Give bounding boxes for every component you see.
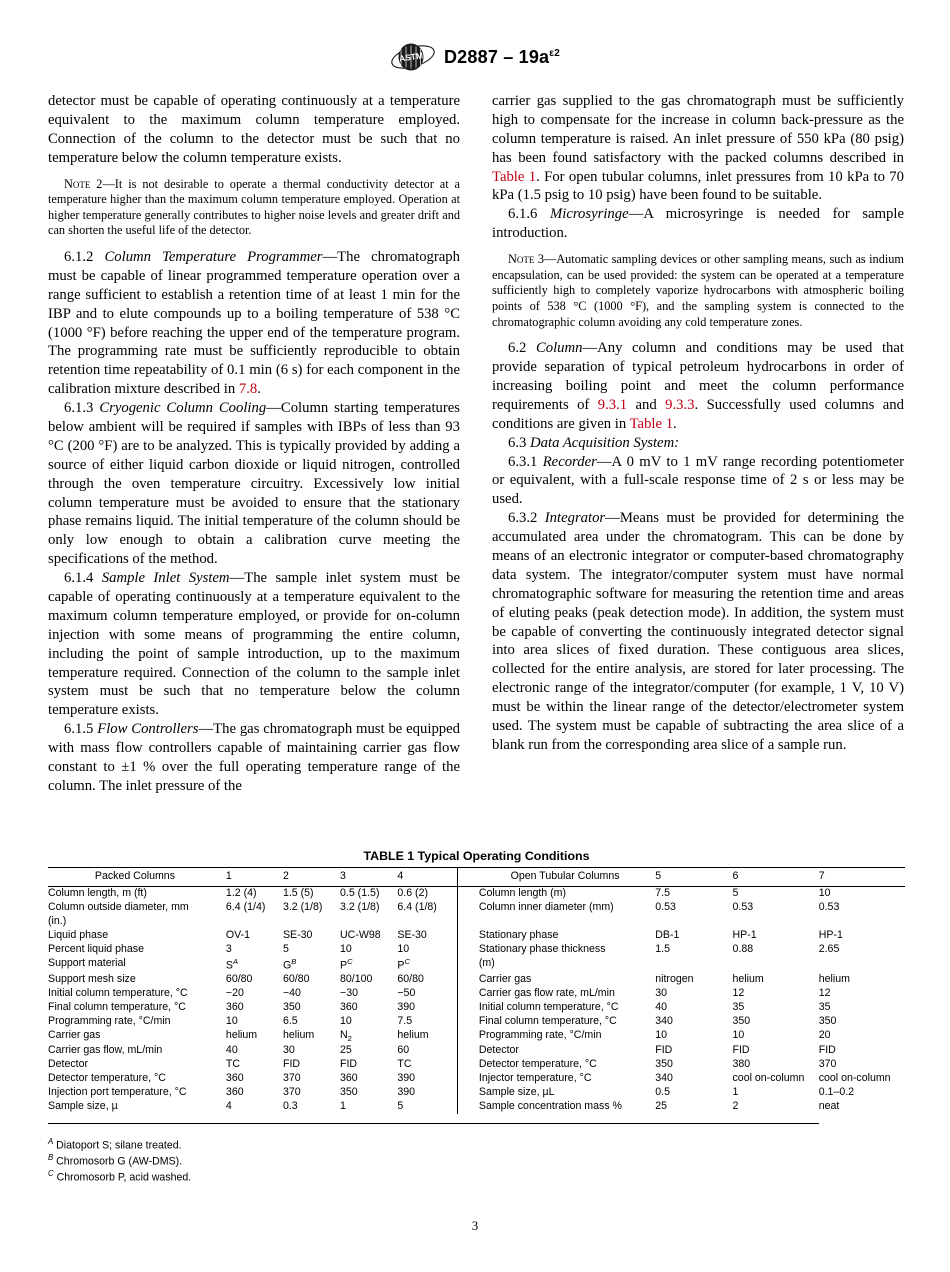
packed-cell: 25	[340, 1044, 352, 1057]
packed-cell: −50	[397, 987, 416, 1000]
open-cell: helium	[818, 973, 850, 986]
open-row-label: Programming rate, °C/min	[478, 1029, 602, 1042]
open-cell: nitrogen	[655, 973, 694, 986]
open-column-number-5: 5	[655, 868, 732, 887]
open-column-number-6: 6	[733, 868, 819, 887]
open-cell: FID	[732, 1044, 750, 1057]
packed-cell: SE-30	[282, 928, 313, 941]
packed-cell: FID	[282, 1058, 301, 1071]
packed-cell: 360	[225, 1086, 244, 1099]
open-row-label: Initial column temperature, °C	[478, 1001, 619, 1014]
table-row	[48, 1058, 905, 1072]
packed-row-label: Column outside diameter, mm	[48, 900, 189, 913]
section-6-3-title: Data Acquisition System:	[530, 434, 680, 451]
table-row	[48, 929, 905, 943]
section-6-2-number: 6.2	[508, 340, 527, 357]
open-cell: 0.53	[655, 900, 676, 913]
astm-logo-icon	[390, 42, 436, 72]
open-row-label: Carrier gas flow rate, mL/min	[478, 987, 615, 1000]
open-cell	[655, 957, 732, 974]
section-6-1-6	[492, 205, 904, 243]
packed-cell: $P^C$	[340, 956, 353, 972]
table-bottom-rule-cell	[458, 1114, 468, 1124]
table-1-footnotes	[48, 1137, 548, 1184]
table-row	[48, 1044, 905, 1058]
table-center-divider	[458, 1029, 468, 1044]
svg-text:ASTM: ASTM	[398, 50, 424, 64]
open-cell: neat	[818, 1100, 840, 1113]
packed-row-label: (in.)	[48, 914, 67, 927]
packed-columns-header: Packed Columns	[48, 868, 226, 887]
packed-cell: $N_2$	[340, 1029, 352, 1044]
packed-row-label: Carrier gas	[48, 1029, 101, 1042]
open-cell: 40	[655, 1001, 668, 1014]
open-cell: 0.5	[655, 1086, 670, 1099]
packed-cell	[340, 915, 397, 929]
section-6-3-1-text: —A 0 mV to 1 mV range recording potentiometer or equivalent, with a full-scale response time of 2 s or less may be used.	[492, 453, 904, 508]
table-bottom-rule-cell	[340, 1114, 397, 1124]
open-cell	[819, 957, 905, 974]
open-cell: 35	[818, 1001, 831, 1014]
packed-cell: 60/80	[282, 973, 310, 986]
open-row-label: Final column temperature, °C	[478, 1015, 617, 1028]
packed-cell: 10	[340, 1015, 352, 1028]
document-designation	[444, 47, 560, 68]
section-6-1-3-text: —Column starting temperatures below ambient will be required if samples with IBPs of less than 93 °C (200 °F) are to be analyzed. This is typically provided by adding a source of either liquid carbon dioxide or liquid nitrogen, controlled through the oven temperature circuitry. Excessively low initial column temperature must be avoided to ensure that the stationary phase remains liquid. The initial temperature of the column should be only low enough to obtain a calibration curve meeting the specifications of the method.	[48, 400, 461, 568]
packed-cell: 5	[397, 1100, 404, 1113]
packed-cell: 1.5 (5)	[282, 886, 314, 899]
page-number: 3	[471, 1218, 479, 1233]
open-cell: 2.65	[818, 942, 840, 955]
table-center-divider	[458, 973, 468, 987]
table-center-divider	[458, 943, 468, 957]
section-6-1-2-text-b: .	[257, 381, 261, 398]
section-6-3-2	[492, 509, 904, 755]
section-6-2-text-c: . Successfully used columns and conditions are given in	[492, 396, 904, 432]
packed-cell: $S^A$	[225, 956, 239, 972]
section-6-1-6-number: 6.1.6	[508, 206, 538, 223]
packed-cell: 0.3	[282, 1100, 298, 1113]
open-row-label: Column inner diameter (mm)	[478, 900, 614, 913]
table-row	[48, 943, 905, 957]
packed-cell: SE-30	[397, 928, 427, 941]
note-2-text: —It is not desirable to operate a thermal conductivity detector at a temperature higher than the maximum column temperature employed. Operation at higher temperature generally contributes to higher noise levels and greater drift and can shorten the useful life of the detector.	[48, 176, 460, 238]
open-row-label: Stationary phase thickness	[478, 942, 606, 955]
packed-cell: 4	[225, 1100, 232, 1113]
section-6-1-4-title: Sample Inlet System	[101, 570, 230, 587]
table-bottom-rule-cell	[655, 1114, 732, 1124]
open-cell	[655, 915, 732, 929]
open-cell: 2	[732, 1100, 739, 1113]
packed-cell	[226, 915, 283, 929]
section-6-3-2-number: 6.3.2	[508, 510, 538, 527]
section-6-1-2-title: Column Temperature Programmer	[104, 249, 323, 265]
designation-text: D2887 – 19a	[443, 46, 550, 67]
packed-cell: 0.5 (1.5)	[340, 886, 380, 899]
section-6-1-3-number: 6.1.3	[64, 400, 94, 417]
open-cell	[733, 915, 819, 929]
table-row	[48, 915, 905, 929]
packed-row-label: Percent liquid phase	[48, 942, 144, 955]
table-bottom-rule-cell	[283, 1114, 340, 1124]
open-cell: 7.5	[655, 886, 670, 899]
open-cell	[733, 957, 819, 974]
section-6-3-number: 6.3	[508, 434, 527, 451]
open-column-number-7: 7	[819, 868, 905, 887]
section-6-3-1-number: 6.3.1	[508, 453, 538, 470]
packed-cell: 6.4 (1/4)	[225, 900, 266, 913]
packed-cell: 3.2 (1/8)	[340, 900, 380, 913]
open-cell: 380	[732, 1058, 751, 1071]
packed-cell: $P^C$	[397, 956, 410, 972]
packed-cell: 350	[340, 1086, 358, 1099]
open-cell: 10	[818, 886, 831, 899]
section-6-2-title: Column	[535, 340, 583, 357]
table-row	[48, 973, 905, 987]
open-cell: 20	[818, 1029, 831, 1042]
packed-cell: 5	[282, 942, 289, 955]
packed-row-label: Support material	[48, 956, 126, 969]
packed-cell: 30	[282, 1044, 295, 1057]
paragraph-continued: detector must be capable of operating continuously at a temperature equivalent to the maximum column temperature employed. Connection of the column to the detector must be such that no temperature below the column temperature exists.	[48, 93, 460, 166]
table-center-divider	[458, 1044, 468, 1058]
table-center-divider	[458, 1100, 468, 1114]
section-6-1-2	[48, 248, 460, 399]
table-center-divider	[458, 987, 468, 1001]
section-6-3-1	[492, 453, 904, 510]
note-2-label: Note 2	[64, 176, 103, 191]
xref-table-1-second[interactable]: Table 1	[629, 415, 674, 432]
open-cell: 10	[655, 1029, 668, 1042]
packed-cell: 390	[397, 1072, 416, 1085]
packed-cell	[397, 915, 457, 929]
table-bottom-rule-cell	[468, 1114, 655, 1124]
table-row	[48, 1029, 905, 1044]
packed-cell: 10	[397, 942, 410, 955]
packed-column-number-1: 1	[226, 868, 283, 887]
section-6-1-4-number: 6.1.4	[64, 570, 94, 587]
packed-cell	[283, 915, 340, 929]
paragraph-continued-right	[492, 92, 904, 205]
packed-cell: 0.6 (2)	[397, 886, 428, 899]
paragraph-continued-text-a: carrier gas supplied to the gas chromatograph must be sufficiently high to compensate for the increase in column back-pressure as the column temperature is raised. An inlet pressure of 550 kPa (80 psig) has been found satisfactory with the packed columns described in	[492, 93, 904, 166]
table-center-divider	[458, 868, 468, 887]
packed-cell: helium	[397, 1029, 429, 1042]
section-6-1-2-number: 6.1.2	[64, 249, 94, 265]
packed-cell: −20	[225, 987, 244, 1000]
section-6-1-3-title: Cryogenic Column Cooling	[99, 400, 267, 417]
table-center-divider	[458, 1072, 468, 1086]
open-row-label: Sample size, µL	[478, 1086, 555, 1099]
packed-row-label: Detector temperature, °C	[48, 1072, 166, 1085]
packed-cell: 390	[397, 1001, 416, 1014]
packed-cell: TC	[225, 1058, 241, 1071]
open-cell: FID	[655, 1044, 673, 1057]
packed-cell: 7.5	[397, 1015, 413, 1028]
open-cell: cool on-column	[818, 1072, 891, 1085]
section-6-3	[492, 434, 904, 453]
left-column	[48, 92, 460, 796]
note-3-text: —Automatic sampling devices or other sampling means, such as indium encapsulation, can be used provided: the system can be operated at a temperature sufficiently high to completely vaporize hydrocarbons with atmospheric boiling points of 538 °C (1000 °F), and the sampling system is connected to the chromatographic column avoiding any cold temperature zones.	[492, 252, 904, 329]
table-row	[48, 987, 905, 1001]
section-6-1-5-text: —The gas chromatograph must be equipped with mass flow controllers capable of maintaining carrier gas flow constant to ±1 % over the full operating temperature range of the column. The inlet pressure of the	[48, 721, 460, 794]
packed-row-label: Injection port temperature, °C	[48, 1086, 187, 1099]
packed-column-number-2: 2	[283, 868, 340, 887]
section-6-1-4-text: —The sample inlet system must be capable of operating continuously at a temperature equivalent to the maximum column temperature employed, or provide for on-column injection with some means of programming the entire column, including the point of sample introduction, up to the maximum temperature required. Connection of the column to the sample inlet system must be such that no temperature below the column temperature exists.	[48, 570, 460, 719]
table-row	[48, 1086, 905, 1100]
designation-superscript: ε2	[549, 47, 560, 59]
table-1	[48, 867, 905, 1124]
packed-cell: 80/100	[340, 973, 373, 986]
table-row	[48, 1100, 905, 1114]
open-row-label	[468, 915, 655, 929]
section-6-2	[492, 339, 904, 433]
open-cell: 5	[732, 886, 739, 899]
body-columns	[48, 92, 905, 796]
packed-cell: 360	[225, 1001, 244, 1014]
note-3-label: Note 3	[508, 252, 544, 267]
table-center-divider	[458, 929, 468, 943]
packed-cell: 3	[225, 942, 232, 955]
document-header	[0, 42, 950, 72]
section-6-3-1-title: Recorder	[542, 453, 597, 470]
open-cell: 1	[732, 1086, 739, 1099]
open-row-label: Stationary phase	[478, 928, 559, 941]
packed-cell: 390	[397, 1086, 416, 1099]
open-row-label: Detector temperature, °C	[478, 1058, 597, 1071]
open-row-label: (m)	[478, 956, 495, 969]
packed-cell: 360	[225, 1072, 244, 1085]
open-cell: 350	[655, 1058, 673, 1071]
packed-column-number-3: 3	[340, 868, 397, 887]
packed-cell: helium	[282, 1029, 315, 1042]
table-center-divider	[458, 1086, 468, 1100]
table-1-title: TABLE 1 Typical Operating Conditions	[363, 849, 590, 863]
note-2	[48, 177, 460, 239]
open-cell: helium	[732, 973, 764, 986]
open-cell: cool on-column	[732, 1072, 805, 1085]
paragraph-continued-text-b: . For open tubular columns, inlet pressures from 10 kPa to 70 kPa (1.5 psig to 10 psig) have been found to be suitable.	[492, 168, 904, 204]
packed-cell: $G^B$	[282, 956, 297, 972]
open-cell: DB-1	[655, 928, 680, 941]
packed-cell: 40	[225, 1044, 238, 1057]
open-cell: 30	[655, 987, 668, 1000]
table-bottom-rule-cell	[226, 1114, 283, 1124]
packed-row-label: Column length, m (ft)	[48, 886, 147, 899]
open-row-label: Injector temperature, °C	[478, 1072, 592, 1085]
section-6-2-text-b: and	[627, 396, 666, 413]
section-6-3-2-text: —Means must be provided for determining the accumulated area under the chromatogram. This can be done by means of an electronic integrator or computer-based chromatography data system. The integrator/computer system must have normal chromatographic software for measuring the retention time and areas of eluting peaks (peak detection mode). In addition, the system must be capable of converting the continuously integrated detector signal into area slices of fixed duration. These contiguous area slices, collected for the entire analysis, are stored for later processing. The electronic range of the integrator/computer (for example, 1 V, 10 V) must be within the linear range of the detector/electrometer system used. The system must be capable of subtracting the area slice of a blank run from the corresponding area slice of a sample run.	[492, 510, 904, 753]
packed-cell: OV-1	[225, 928, 251, 941]
open-cell: 370	[818, 1058, 837, 1071]
table-center-divider	[458, 886, 468, 900]
table-bottom-rule-cell	[733, 1114, 819, 1124]
packed-column-number-4: 4	[397, 868, 457, 887]
right-column	[492, 92, 904, 796]
open-cell: FID	[818, 1044, 836, 1057]
xref-9-3-1[interactable]: 9.3.1	[597, 396, 628, 413]
table-center-divider	[458, 915, 468, 929]
open-cell: 350	[732, 1015, 751, 1028]
open-cell: 0.53	[818, 900, 840, 913]
footnote-marker: A	[48, 1137, 54, 1146]
table-center-divider	[458, 957, 468, 974]
table-bottom-rule	[48, 1114, 905, 1124]
open-row-label: Sample concentration mass %	[478, 1100, 622, 1113]
open-cell: 350	[818, 1015, 837, 1028]
table-row	[48, 901, 905, 915]
packed-row-label: Support mesh size	[48, 973, 136, 986]
packed-cell: 370	[282, 1072, 301, 1085]
packed-cell: 1.2 (4)	[225, 886, 257, 899]
open-tubular-columns-header: Open Tubular Columns	[468, 868, 655, 887]
open-cell: 0.53	[732, 900, 754, 913]
xref-table-1[interactable]: Table 1	[492, 168, 537, 185]
packed-cell: helium	[225, 1029, 258, 1042]
table-header-row	[48, 868, 905, 887]
open-cell: 340	[655, 1072, 673, 1085]
packed-row-label: Carrier gas flow, mL/min	[48, 1044, 163, 1057]
table-row	[48, 1072, 905, 1086]
table-center-divider	[458, 1001, 468, 1015]
packed-cell: 10	[225, 1015, 238, 1028]
table-row	[48, 1015, 905, 1029]
footnote-marker: B	[48, 1152, 54, 1162]
section-6-1-6-text: —A microsyringe is needed for sample introduction.	[492, 206, 904, 242]
open-cell: 35	[732, 1001, 745, 1014]
packed-cell: 6.4 (1/8)	[397, 900, 437, 913]
packed-cell: UC-W98	[340, 928, 381, 941]
table-1-container	[48, 849, 905, 1124]
table-row	[48, 1001, 905, 1015]
table-row	[48, 957, 905, 974]
open-cell: 25	[655, 1100, 668, 1113]
section-6-1-4	[48, 569, 460, 720]
table-bottom-rule-cell	[397, 1114, 457, 1124]
footnote-marker: C	[48, 1168, 54, 1178]
open-cell: 12	[818, 987, 831, 1000]
section-6-3-2-title: Integrator	[544, 510, 606, 527]
packed-row-label: Detector	[48, 1058, 89, 1071]
table-center-divider	[458, 1015, 468, 1029]
note-3	[492, 252, 904, 330]
section-6-1-3	[48, 399, 460, 569]
packed-cell: 10	[340, 942, 352, 955]
packed-cell: FID	[340, 1058, 358, 1071]
packed-cell: 60/80	[397, 973, 424, 986]
packed-cell: 60	[397, 1044, 410, 1057]
footnote-text: Diatoport S; silane treated.	[53, 1139, 182, 1152]
table-footnote	[48, 1137, 548, 1153]
xref-7-8[interactable]: 7.8	[238, 381, 258, 398]
section-6-1-6-title: Microsyringe	[550, 206, 629, 223]
footnote-text: Chromosorb P, acid washed.	[53, 1171, 192, 1184]
section-6-2-text-a: —Any column and conditions may be used that provide separation of typical petroleum hydrocarbons in order of increasing boiling point and meet the column performance requirements of	[492, 340, 904, 413]
open-cell: HP-1	[818, 928, 843, 941]
packed-cell: −30	[340, 987, 358, 1000]
section-6-1-5-number: 6.1.5	[64, 721, 94, 738]
open-cell: 12	[732, 987, 745, 1000]
packed-row-label: Sample size, µ	[48, 1100, 118, 1113]
table-footnote	[48, 1169, 548, 1185]
packed-row-label: Programming rate, °C/min	[48, 1015, 171, 1028]
packed-cell: 3.2 (1/8)	[282, 900, 323, 913]
section-6-1-2-text-a: —The chromatograph must be capable of linear programmed temperature operation over a range sufficient to establish a retention time of at least 1 min for the IBP and to elute compounds up to a boiling temperature of 538 °C (1000 °F) before reaching the upper end of the temperature program. The programming rate must be sufficiently reproducible to obtain retention time repeatability of 0.1 min (6 s) for each component in the calibration mixture described in	[48, 249, 460, 398]
open-cell: 0.88	[732, 942, 754, 955]
packed-row-label: Initial column temperature, °C	[48, 987, 188, 1000]
table-center-divider	[458, 1058, 468, 1072]
packed-cell: 360	[340, 1001, 358, 1014]
open-cell: 340	[655, 1015, 673, 1028]
open-cell	[819, 915, 905, 929]
open-row-label: Column length (m)	[478, 886, 567, 899]
packed-row-label: Liquid phase	[48, 928, 109, 941]
open-cell: 0.1–0.2	[818, 1086, 855, 1099]
packed-cell: TC	[397, 1058, 412, 1071]
table-bottom-rule-cell	[48, 1114, 226, 1124]
packed-cell: 350	[282, 1001, 301, 1014]
xref-9-3-3[interactable]: 9.3.3	[665, 396, 695, 413]
footnote-text: Chromosorb G (AW-DMS).	[53, 1155, 183, 1168]
open-cell: HP-1	[732, 928, 757, 941]
packed-cell: 60/80	[225, 973, 253, 986]
table-center-divider	[458, 901, 468, 915]
open-row-label: Carrier gas	[478, 973, 532, 986]
packed-cell: 360	[340, 1072, 358, 1085]
packed-cell: 370	[282, 1086, 301, 1099]
packed-row-label: Final column temperature, °C	[48, 1001, 186, 1014]
open-cell: 10	[732, 1029, 745, 1042]
open-cell: 1.5	[655, 942, 670, 955]
packed-cell: −40	[282, 987, 301, 1000]
section-6-1-5-title: Flow Controllers	[97, 721, 199, 738]
table-row	[48, 886, 905, 900]
packed-cell: 1	[340, 1100, 346, 1113]
open-row-label: Detector	[478, 1044, 519, 1057]
packed-cell: 6.5	[282, 1015, 298, 1028]
section-6-2-text-d: .	[673, 415, 677, 432]
section-6-1-5	[48, 720, 460, 796]
table-footnote	[48, 1153, 548, 1169]
